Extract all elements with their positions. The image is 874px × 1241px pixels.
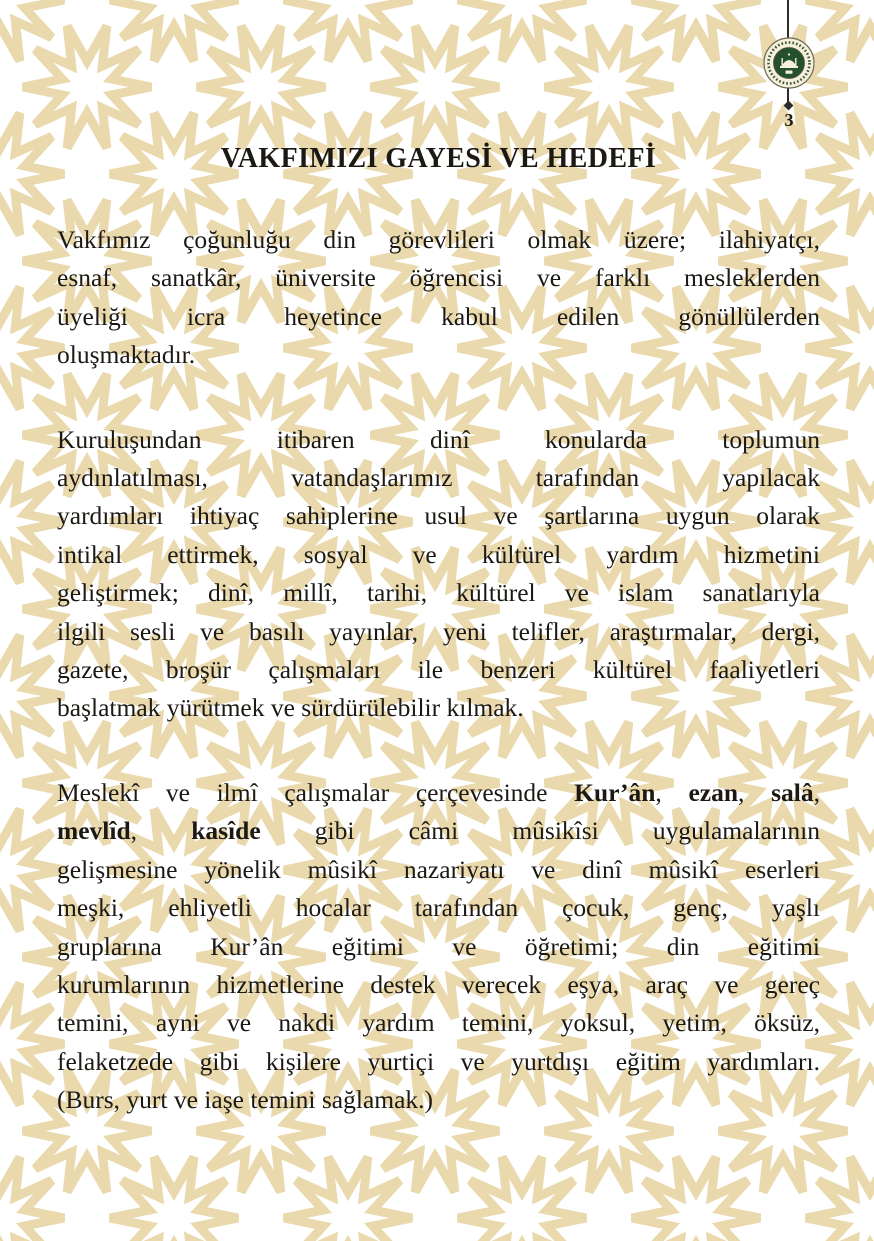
text-line: gelişmesine yönelik mûsikî nazariyatı ve dinî mûsikî eserleri	[57, 854, 820, 884]
seal-icon	[763, 37, 815, 89]
text-line: meşki, ehliyetli hocalar tarafından çocuk, genç, yaşlı	[57, 893, 820, 923]
text-line: esnaf, sanatkâr, üniversite öğrencisi ve farklı mesleklerden	[57, 263, 820, 293]
text-line: gazete, broşür çalışmaları ile benzeri kültürel faaliyetleri	[57, 655, 820, 685]
text-line: Vakfımız çoğunluğu din görevlileri olmak üzere; ilahiyatçı,	[57, 225, 820, 254]
text-line: aydınlatılması, vatandaşlarımız tarafından yapılacak	[57, 463, 820, 493]
text-line: oluşmaktadır.	[57, 340, 196, 370]
text-line: temini, ayni ve nakdi yardım temini, yoksul, yetim, öksüz,	[57, 1008, 820, 1038]
text-line: geliştirmek; dinî, millî, tarihi, kültürel ve islam sanatlarıyla	[57, 578, 820, 608]
text-line: başlatmak yürütmek ve sürdürülebilir kılmak.	[57, 693, 524, 723]
page-title: VAKFIMIZI GAYESİ VE HEDEFİ	[220, 143, 657, 174]
paragraph	[57, 221, 820, 375]
body-paragraphs	[57, 221, 820, 1120]
text-line: kurumlarının hizmetlerine destek verecek eşya, araç ve gereç	[57, 969, 820, 999]
text-line: gruplarına Kur’ân eğitimi ve öğretimi; din eğitimi	[57, 931, 820, 961]
text-line: mevlîd, kasîde gibi câmi mûsikîsi uygulamalarının	[57, 816, 821, 846]
text-line: Meslekî ve ilmî çalışmalar çerçevesinde Kur’ân, ezan, salâ,	[57, 777, 820, 807]
text-line: felaketzede gibi kişilere yurtiçi ve yurtdışı eğitim yardımları.	[57, 1046, 820, 1076]
text-line: (Burs, yurt ve iaşe temini sağlamak.)	[57, 1085, 434, 1115]
text-line: üyeliği icra heyetince kabul edilen gönüllülerden	[57, 301, 820, 331]
paragraph	[57, 774, 820, 1120]
text-line: intikal ettirmek, sosyal ve kültürel yardım hizmetini	[57, 539, 820, 569]
text-line: Kuruluşundan itibaren dinî konularda toplumun	[57, 424, 820, 454]
page-number: 3	[784, 110, 794, 130]
text-line: yardımları ihtiyaç sahiplerine usul ve şartlarına uygun olarak	[57, 501, 820, 531]
foundation-seal-logo	[763, 37, 815, 94]
paragraph	[57, 421, 820, 728]
text-line: ilgili sesli ve basılı yayınlar, yeni telifler, araştırmalar, dergi,	[57, 616, 820, 646]
